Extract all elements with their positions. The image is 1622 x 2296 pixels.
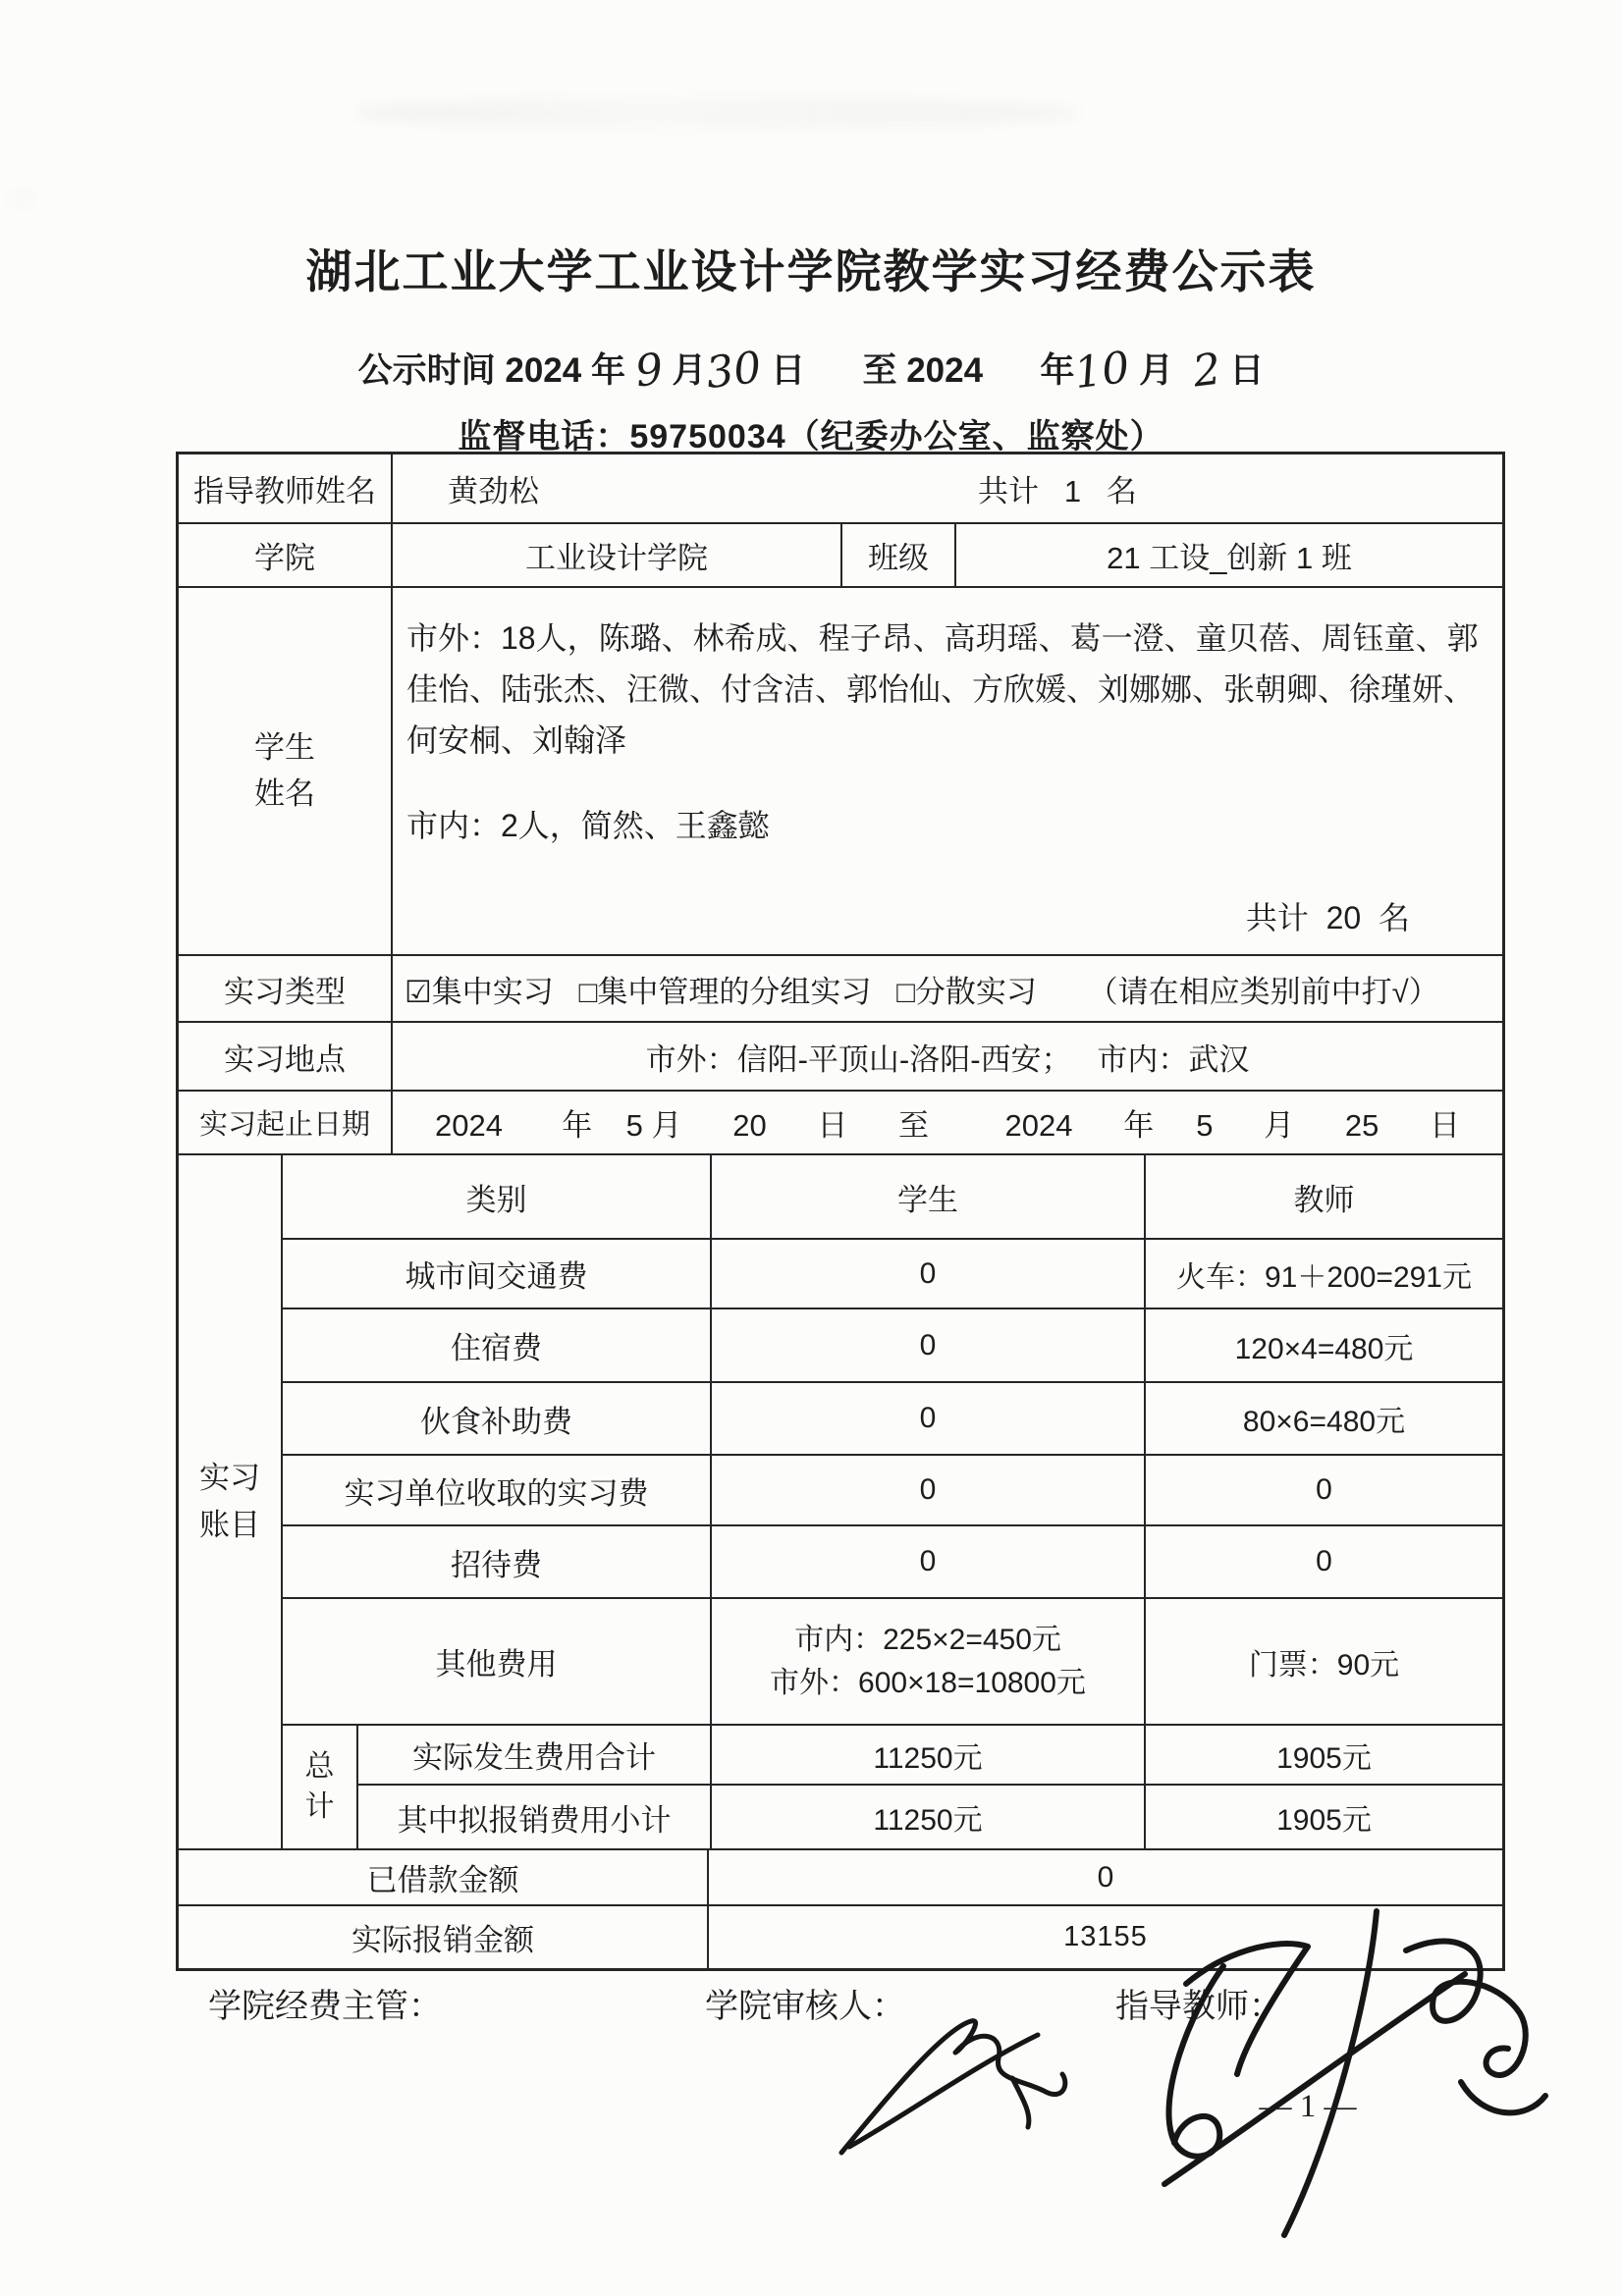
fund-manager-label: 学院经费主管： (208, 1988, 442, 2025)
location-label: 实习地点 (224, 1041, 346, 1077)
college-label: 学院 (254, 541, 315, 575)
fee-name: 伙食补助费 (420, 1404, 572, 1439)
handwritten-start-day: 30 (703, 342, 765, 400)
fee-teacher-value: 门票：90元 (1144, 1599, 1502, 1724)
students-off-city-list: 市外：18人，陈璐、林希成、程子昂、高玥瑶、葛一澄、童贝蓓、周钰童、郭佳怡、陆张杰、汪微、付含洁、郭怡仙、方欣媛、刘娜娜、张朝卿、徐瑾妍、何安桐、刘翰泽 (406, 620, 1479, 758)
fee-name: 城市间交通费 (405, 1259, 588, 1294)
scan-smudge (8, 192, 33, 206)
totals-label (283, 1726, 356, 1848)
handwritten-end-month: 10 (1071, 342, 1133, 400)
other-fee-in-city: 市内：225×2=450元 (794, 1624, 1061, 1656)
location-value: 市外：信阳-平顶山-洛阳-西安； 市内：武汉 (391, 1023, 1502, 1090)
reimbursed-label: 实际报销金额 (351, 1923, 534, 1957)
fee-row-other (283, 1597, 1502, 1724)
teacher-count: 共计 1 名 (978, 474, 1137, 508)
handwritten-end-day: 2 (1189, 344, 1223, 398)
notice-month-label: 月 (662, 351, 707, 390)
row-account-block (179, 1153, 1502, 1848)
totals-label-line1: 总 (304, 1750, 335, 1783)
other-fee-off-city: 市外：600×18=10800元 (770, 1666, 1086, 1699)
teacher-name-cell (391, 454, 1502, 522)
totals-student-value: 11250元 (710, 1786, 1144, 1848)
students-label-line1: 学生 (254, 730, 315, 765)
advisor-label: 指导教师： (1115, 1988, 1282, 2025)
account-label-line1: 实习 (199, 1460, 260, 1495)
notice-month-label-2: 月 (1129, 351, 1193, 390)
account-table (281, 1155, 1502, 1848)
dates-label: 实习起止日期 (198, 1109, 370, 1141)
dates-value: 2024 年 5 月 20 日 至 2024 年 5 月 25 日 (391, 1092, 1502, 1153)
teacher-name-label: 指导教师姓名 (193, 474, 376, 508)
header-category: 类别 (465, 1182, 527, 1217)
notice-suffix: 日 (1219, 351, 1265, 390)
students-label (179, 588, 391, 954)
header-teacher: 教师 (1144, 1155, 1502, 1238)
account-label (179, 1155, 281, 1848)
fee-teacher-value: 80×6=480元 (1144, 1383, 1502, 1454)
page-number: — 1 — (1259, 2089, 1357, 2124)
fee-student-value: 0 (710, 1383, 1144, 1454)
row-dates (179, 1090, 1502, 1153)
row-location (179, 1021, 1502, 1090)
students-label-line2: 姓名 (254, 775, 315, 811)
fee-row-lodging (283, 1308, 1502, 1381)
reimbursed-value: 13155 (707, 1906, 1502, 1968)
publicity-period-line (0, 342, 1622, 400)
students-content-cell (391, 588, 1502, 954)
page-title: 湖北工业大学工业设计学院教学实习经费公示表 (305, 247, 1317, 298)
scan-smudge (353, 98, 1080, 128)
totals-label-line2: 计 (304, 1789, 335, 1823)
class-value: 21 工设_创新 1 班 (954, 524, 1502, 586)
header-student: 学生 (710, 1155, 1144, 1238)
auditor-label: 学院审核人： (705, 1988, 905, 2025)
totals-student-value: 11250元 (710, 1726, 1144, 1784)
fee-student-value: 0 (710, 1240, 1144, 1308)
fee-row-unit-fee (283, 1454, 1502, 1524)
row-students (179, 586, 1502, 954)
account-label-line2: 账目 (199, 1508, 260, 1542)
notice-mid-text: 日 至 2024 年 (761, 351, 1075, 390)
account-header-row (283, 1155, 1502, 1238)
notice-prefix: 公示时间 2024 年 (357, 351, 635, 390)
handwritten-start-month: 9 (631, 344, 666, 398)
fee-student-value: 0 (710, 1309, 1144, 1381)
row-college (179, 522, 1502, 586)
fee-student-value: 0 (710, 1456, 1144, 1524)
fee-name: 招待费 (451, 1547, 542, 1582)
fee-teacher-value: 火车：91＋200=291元 (1144, 1240, 1502, 1308)
fee-name: 其他费用 (435, 1647, 558, 1682)
borrowed-value: 0 (707, 1850, 1502, 1904)
totals-row-reimbursable (358, 1784, 1502, 1848)
internship-fund-table (176, 452, 1505, 1971)
internship-type-options: ☑集中实习 □集中管理的分组实习 □分散实习 （请在相应类别前中打√） (391, 956, 1502, 1021)
totals-teacher-value: 1905元 (1144, 1726, 1502, 1784)
totals-rows (356, 1726, 1502, 1848)
fee-row-transport (283, 1238, 1502, 1308)
fee-name: 实习单位收取的实习费 (344, 1475, 649, 1511)
borrowed-label: 已借款金额 (366, 1863, 519, 1897)
fee-name: 住宿费 (451, 1331, 542, 1365)
fee-teacher-value: 0 (1144, 1456, 1502, 1524)
row-borrowed (179, 1848, 1502, 1904)
totals-teacher-value: 1905元 (1144, 1786, 1502, 1848)
totals-name: 其中拟报销费用小计 (397, 1802, 672, 1838)
internship-type-label: 实习类型 (224, 974, 346, 1009)
teacher-name-value: 黄劲松 (448, 474, 539, 508)
fee-row-hospitality (283, 1524, 1502, 1597)
college-value: 工业设计学院 (391, 524, 840, 586)
fee-student-value (710, 1599, 1144, 1724)
fee-row-meal-subsidy (283, 1381, 1502, 1454)
fee-teacher-value: 0 (1144, 1526, 1502, 1597)
totals-name: 实际发生费用合计 (412, 1740, 656, 1776)
students-total: 共计 20 名 (1245, 900, 1410, 936)
fee-teacher-value: 120×4=480元 (1144, 1309, 1502, 1381)
row-teacher (179, 454, 1502, 522)
class-label: 班级 (840, 524, 954, 586)
row-internship-type (179, 954, 1502, 1021)
totals-block (283, 1724, 1502, 1848)
row-reimbursed (179, 1904, 1502, 1968)
students-in-city-list: 市内：2人，简然、王鑫懿 (406, 808, 770, 844)
fee-student-value: 0 (710, 1526, 1144, 1597)
totals-row-actual (358, 1726, 1502, 1784)
supervision-hotline: 监督电话：59750034（纪委办公室、监察处） (458, 418, 1164, 455)
